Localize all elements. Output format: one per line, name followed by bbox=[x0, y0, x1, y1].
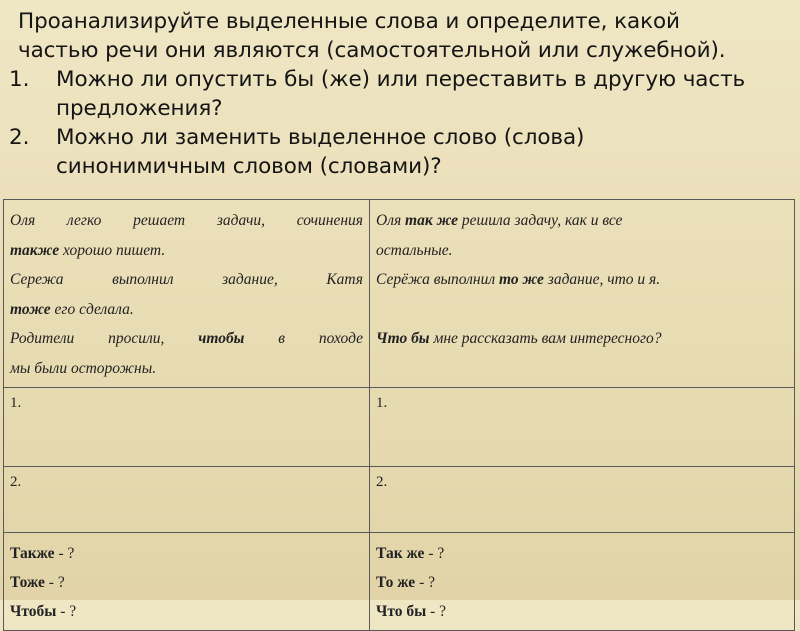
answer-cell-left[interactable] bbox=[4, 467, 370, 533]
spacer bbox=[376, 295, 788, 325]
highlighted-word: также bbox=[10, 241, 60, 259]
summary-word: То же bbox=[376, 574, 416, 591]
example-line: мы были осторожны. bbox=[10, 359, 157, 377]
summary-word: Чтобы bbox=[10, 603, 57, 620]
highlighted-word: Что бы bbox=[376, 330, 430, 347]
question-text-line-2: предложения? bbox=[56, 96, 223, 121]
answer-cell-right[interactable] bbox=[370, 388, 795, 467]
answer-row bbox=[4, 467, 795, 533]
question-number: 1. bbox=[9, 67, 30, 92]
question-number: 2. bbox=[9, 125, 30, 150]
example-text: в походе bbox=[244, 330, 363, 347]
example-line bbox=[10, 236, 363, 266]
summary-item bbox=[10, 568, 363, 597]
task-instructions bbox=[9, 7, 788, 181]
summary-cell-left bbox=[4, 533, 370, 631]
example-line bbox=[376, 206, 788, 236]
instruction-line-1: Проанализируйте выделенные слова и определите, какой bbox=[18, 9, 680, 34]
question-text-line-2: синонимичным словом (словами)? bbox=[56, 154, 442, 179]
example-text: его сделала. bbox=[50, 300, 134, 318]
summary-question: - ? bbox=[54, 545, 75, 562]
example-text: задание, что и я. bbox=[543, 271, 661, 288]
answer-number: 2. bbox=[376, 474, 388, 490]
summary-item bbox=[376, 568, 788, 597]
example-text: решила задачу, как и все bbox=[458, 212, 623, 229]
answer-cell-left[interactable] bbox=[4, 388, 370, 467]
answer-row bbox=[4, 388, 795, 467]
question-text-line-1: Можно ли опустить бы (же) или переставить в другую часть bbox=[56, 67, 746, 92]
highlighted-word: то же bbox=[498, 271, 544, 288]
examples-cell-right bbox=[370, 200, 795, 388]
highlighted-word: так же bbox=[405, 212, 459, 229]
summary-question: - ? bbox=[426, 603, 447, 620]
example-text: Родители просили, bbox=[10, 330, 199, 347]
question-text-line-1: Можно ли заменить выделенное слово (слова) bbox=[56, 125, 585, 150]
example-text: Серёжа выполнил bbox=[376, 271, 499, 288]
example-text: мне рассказать вам интересного? bbox=[429, 330, 662, 347]
example-line: Оля легко решает задачи, сочинения bbox=[10, 212, 363, 229]
example-line bbox=[10, 324, 363, 354]
summary-question: - ? bbox=[415, 574, 435, 591]
example-line bbox=[10, 295, 363, 325]
summary-row bbox=[4, 533, 795, 631]
highlighted-word: тоже bbox=[10, 300, 51, 318]
summary-item bbox=[10, 597, 363, 626]
summary-word: Что бы bbox=[376, 603, 427, 620]
analysis-table bbox=[3, 199, 795, 631]
answer-number: 2. bbox=[10, 474, 22, 490]
summary-word: Так же bbox=[376, 545, 425, 562]
answer-number: 1. bbox=[10, 395, 22, 411]
example-line: Сережа выполнил задание, Катя bbox=[10, 271, 363, 288]
highlighted-word: чтобы bbox=[198, 330, 245, 347]
example-line: остальные. bbox=[376, 241, 453, 259]
summary-word: Также bbox=[10, 545, 55, 562]
summary-item bbox=[376, 597, 788, 626]
example-text: хорошо пишет. bbox=[59, 241, 166, 259]
examples-row bbox=[4, 200, 795, 388]
summary-question: - ? bbox=[424, 545, 445, 562]
summary-item bbox=[376, 539, 788, 568]
summary-question: - ? bbox=[56, 603, 77, 620]
summary-word: Тоже bbox=[10, 574, 45, 591]
answer-cell-right[interactable] bbox=[370, 467, 795, 533]
example-line bbox=[376, 324, 788, 354]
question-item bbox=[9, 123, 788, 181]
summary-question: - ? bbox=[44, 574, 65, 591]
summary-item bbox=[10, 539, 363, 568]
example-text: Оля bbox=[376, 212, 406, 229]
instruction-line-2: частью речи они являются (самостоятельной или служебной). bbox=[18, 38, 726, 63]
summary-cell-right bbox=[370, 533, 795, 631]
answer-number: 1. bbox=[376, 395, 388, 411]
question-list bbox=[9, 65, 788, 181]
example-line bbox=[376, 265, 788, 295]
question-item bbox=[9, 65, 788, 123]
examples-cell-left bbox=[4, 200, 370, 388]
